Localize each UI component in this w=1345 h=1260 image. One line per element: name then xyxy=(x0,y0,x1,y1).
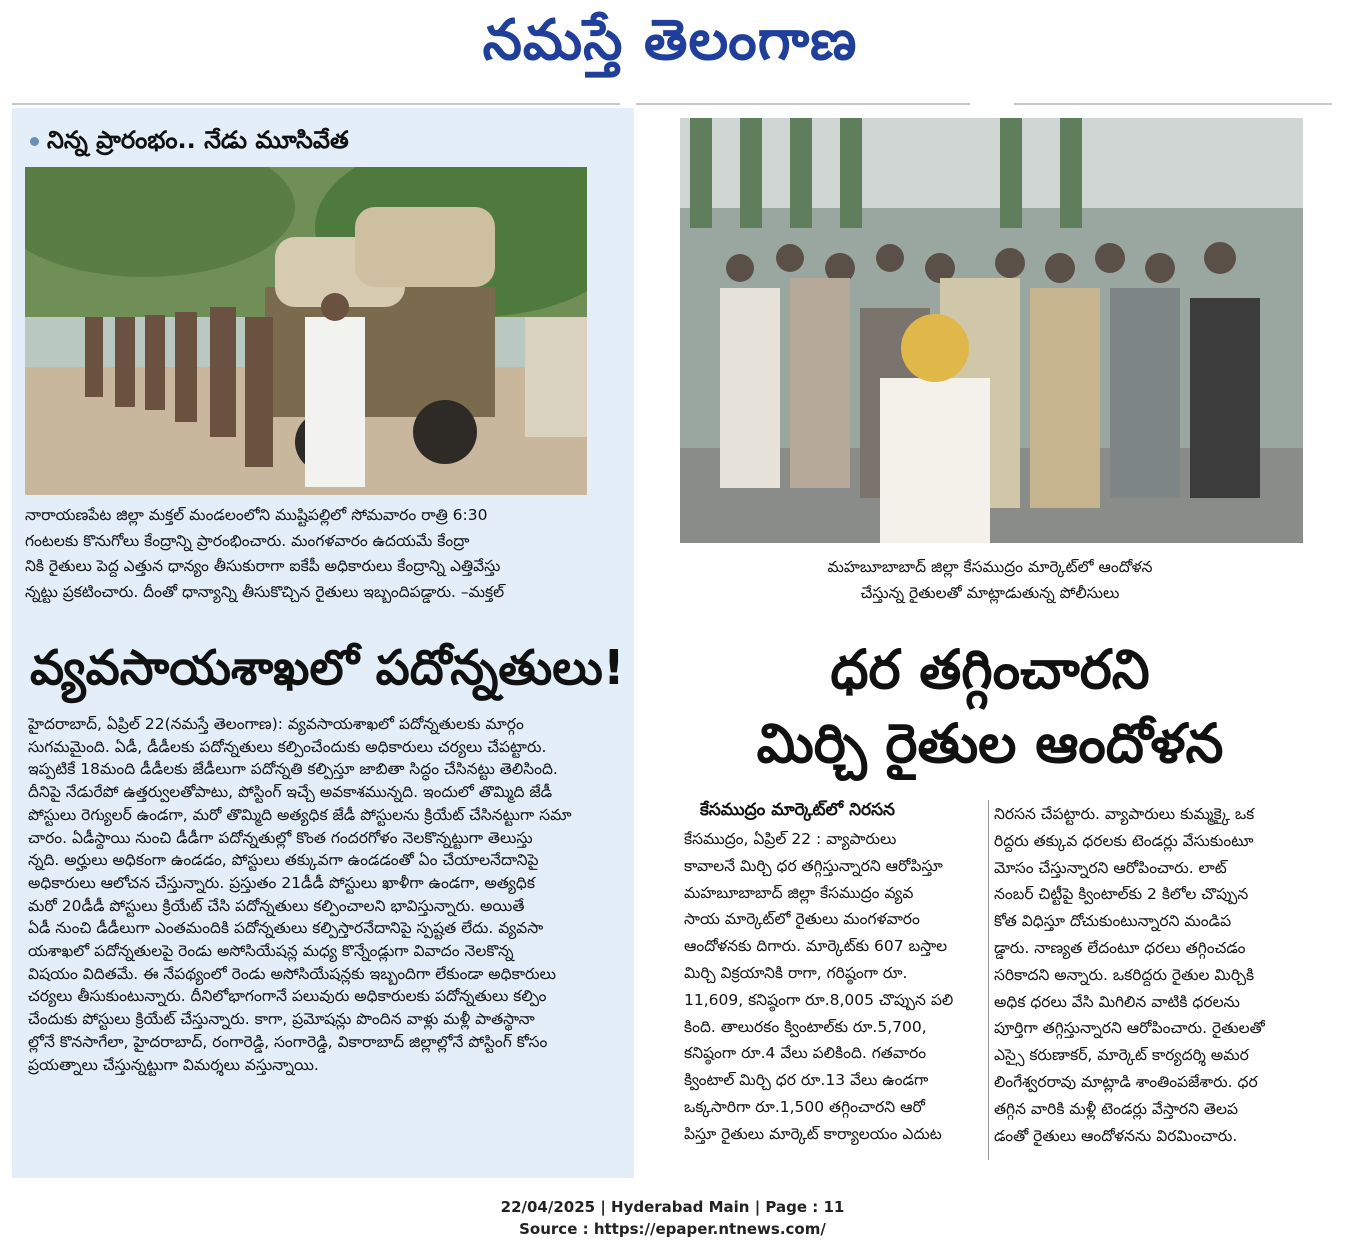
body-line: ఏడీ నుంచి డీడీలుగా ఎంతమందికి పదోన్నతులు కల్పిస్తారనేదానిపై స్పష్టత లేదు. వ్యవసా xyxy=(28,919,544,938)
caption-line: చేస్తున్న రైతులతో మాట్లాడుతున్న పోలీసులు xyxy=(860,584,1120,602)
body-line: ఆందోళనకు దిగారు. మార్కెట్‌కు 607 బస్తాల xyxy=(684,937,948,956)
body-line: కేసముద్రం, ఏప్రిల్ 22 : వ్యాపారులు xyxy=(684,830,897,848)
body-line: డ్డారు. నాణ్యత లేదంటూ ధరలు తగ్గించడం xyxy=(994,938,1246,957)
kicker-text: నిన్న ప్రారంభం.. నేడు మూసివేత xyxy=(47,126,349,154)
photo-caption-left xyxy=(25,503,615,605)
body-line: చేందుకు పోస్టులు క్రియేట్ చేస్తున్నారు. కాగా, ప్రమోషన్లు పొందిన వాళ్లు మళ్లీ పాతస్థానా xyxy=(28,1010,535,1029)
crowd-police-market-photo xyxy=(680,118,1303,543)
body-line: హైదరాబాద్, ఏప్రిల్ 22(నమస్తే తెలంగాణ): వ్యవసాయశాఖలో పదోన్నతులకు మార్గం xyxy=(28,715,524,733)
masthead-rule-mid xyxy=(636,103,970,105)
body-line: కోత విధిస్తూ దోచుకుంటున్నారని మండిప xyxy=(994,912,1232,931)
body-line: పిస్తూ రైతులు మార్కెట్ కార్యాలయం ఎదుట xyxy=(684,1124,942,1143)
bullet-icon xyxy=(30,137,39,146)
farmers-tractor-photo xyxy=(25,167,587,495)
body-line: ఇప్పటికే 18మంది డీడీలకు జేడీలుగా పదోన్నతి కల్పిస్తూ జాబితా సిద్ధం చేసినట్టు తెలిసింది. xyxy=(28,760,558,779)
photo-caption-right xyxy=(760,554,1220,606)
body-line: సుగమమైంది. ఏడీ, డీడీలకు పదోన్నతులు కల్పించేందుకు అధికారులు చర్యలు చేపట్టారు. xyxy=(28,737,547,756)
body-line: మరో 20డీడీ పోస్టులు క్రియేట్ చేసి పదోన్నతులు కల్పించాలని భావిస్తున్నారు. అయితే xyxy=(28,896,525,915)
chilli-story-column-1 xyxy=(684,826,980,1148)
newspaper-title: నమస్తే తెలంగాణ xyxy=(482,8,858,73)
body-line: యశాఖలో పదోన్నతులపై రెండు అసోసియేషన్ల మధ్య కొన్నేండ్లుగా వివాదం నెలకొన్న xyxy=(28,942,514,961)
caption-line: నారాయణపేట జిల్లా మక్తల్ మండలంలోని ముష్టిపల్లిలో సోమవారం రాత్రి 6:30 xyxy=(25,506,488,524)
caption-line: నికి రైతులు పెద్ద ఎత్తున ధాన్యం తీసుకురాగా ఐకేపీ అధికారులు కేంద్రాన్ని ఎత్తివేస్తు xyxy=(25,557,501,575)
masthead xyxy=(0,0,1345,100)
masthead-rule-left xyxy=(12,103,620,105)
column-divider xyxy=(988,800,989,1160)
promotion-story-body xyxy=(28,713,618,1076)
body-line: రిద్దరు తక్కువ ధరలకు టెండర్లు వేసుకుంటూ xyxy=(994,831,1254,850)
body-line: డంతో రైతులు ఆందోళనను విరమించారు. xyxy=(994,1126,1238,1145)
body-line: తగ్గిన వారికి మళ్లీ టెండర్లు వేస్తారని తెలప xyxy=(994,1099,1238,1118)
caption-line: గంటలకు కొనుగోలు కేంద్రాన్ని ప్రారంభించారు. మంగళవారం ఉదయమే కేంద్రా xyxy=(25,531,470,550)
body-line: కింది. తాలురకం క్వింటాల్‌కు రూ.5,700, xyxy=(684,1017,927,1036)
body-line: ఎస్సై కరుణాకర్, మార్కెట్ కార్యదర్శి అమర xyxy=(994,1046,1249,1065)
body-line: దీనిపై నేడురేపో ఉత్తర్వులతోపాటు, పోస్టింగ్ ఇచ్చే అవకాశమున్నది. ఇందులో తొమ్మిది జేడీ xyxy=(28,783,553,802)
caption-line: మహబూబాబాద్ జిల్లా కేసముద్రం మార్కెట్‌లో ఆందోళన xyxy=(827,558,1153,576)
body-line: మహబూబాబాద్ జిల్లా కేసముద్రం వ్యవ xyxy=(684,883,914,902)
body-line: మిర్చి విక్రయానికి రాగా, గరిష్ఠంగా రూ. xyxy=(684,963,908,982)
body-line: విషయం విదితమే. ఈ నేపథ్యంలో రెండు అసోసియేషన్లకు ఇబ్బందిగా లేకుండా అధికారులు xyxy=(28,964,556,983)
headline-promotions: వ్యవసాయశాఖలో పదోన్నతులు! xyxy=(30,640,625,696)
caption-line: న్నట్టు ప్రకటించారు. దీంతో ధాన్యాన్ని తీసుకొచ్చిన రైతులు ఇబ్బందిపడ్డారు. –మక్తల్ xyxy=(25,582,505,601)
page-footer xyxy=(0,1196,1345,1240)
body-line: ల్లోనే కొనసాగేలా, హైదరాబాద్, రంగారెడ్డి, సంగారెడ్డి, వికారాబాద్ జిల్లాల్లోనే పోస్టింగ్ కోసం xyxy=(28,1032,548,1051)
subheadline: కేసముద్రం మార్కెట్‌లో నిరసన xyxy=(700,800,895,820)
footer-source-link[interactable]: Source : https://epaper.ntnews.com/ xyxy=(519,1220,826,1238)
body-line: చర్యలు తీసుకుంటున్నారు. దీనిలోభాగంగానే పలువురు అధికారులకు పదోన్నతులు కల్పిం xyxy=(28,987,547,1006)
body-line: నిరసన చేపట్టారు. వ్యాపారులు కుమ్మక్కై ఒక xyxy=(994,805,1255,823)
story-kicker xyxy=(30,126,349,160)
masthead-rule-right xyxy=(1014,103,1332,105)
body-line: పూర్తిగా తగ్గిస్తున్నారని ఆరోపించారు. రైతులతో xyxy=(994,1019,1265,1038)
body-line: కావాలనే మిర్చి ధర తగ్గిస్తున్నారని ఆరోపిస్తూ xyxy=(684,856,943,875)
body-line: క్వింటాల్ మిర్చి ధర రూ.13 వేలు ఉండగా xyxy=(684,1071,929,1090)
body-line: అధిక ధరలు వేసి మిగిలిన వాటికి ధరలను xyxy=(994,992,1240,1011)
footer-date-edition: 22/04/2025 | Hyderabad Main | Page : 11 xyxy=(500,1198,845,1216)
headline-chilli-line1: ధర తగ్గించారని xyxy=(830,638,1150,701)
chilli-story-column-2 xyxy=(994,801,1290,1149)
body-line: న్నది. అర్హులు అధికంగా ఉండడం, పోస్టులు తక్కువగా ఉండడంతో ఏం చేయాలనేదానిపై xyxy=(28,851,539,870)
headline-chilli-line2: మిర్చి రైతుల ఆందోళన xyxy=(756,712,1224,775)
body-line: మోసం చేస్తున్నారని ఆరోపించారు. లాట్ xyxy=(994,858,1227,877)
body-line: లింగేశ్వరరావు మాట్లాడి శాంతింపజేశారు. ధర xyxy=(994,1072,1258,1091)
body-line: అధికారులు ఆలోచన చేస్తున్నారు. ప్రస్తుతం 21డీడీ పోస్టులు ఖాళీగా ఉండగా, అత్యధిక xyxy=(28,873,535,892)
body-line: నంబర్ చిట్టీపై క్వింటాల్‌కు 2 కిలోల చొప్పున xyxy=(994,885,1249,904)
body-line: ఒక్కసారిగా రూ.1,500 తగ్గించారని ఆరో xyxy=(684,1097,925,1116)
body-line: చారం. ఏడీస్థాయి నుంచి డీడీగా పదోన్నతుల్లో కొంత గందరగోళం నెలకొన్నట్టుగా తెలుస్తు xyxy=(28,828,533,847)
body-line: కనిష్ఠంగా రూ.4 వేలు పలికింది. గతవారం xyxy=(684,1044,927,1063)
body-line: సరికాదని అన్నారు. ఒకరిద్దరు రైతుల మిర్చికి xyxy=(994,965,1255,984)
body-line: ప్రయత్నాలు చేస్తున్నట్టుగా విమర్శలు వస్తున్నాయి. xyxy=(28,1055,319,1074)
body-line: 11,609, కనిష్ఠంగా రూ.8,005 చొప్పున పలి xyxy=(684,990,954,1009)
body-line: సాయ మార్కెట్‌లో రైతులు మంగళవారం xyxy=(684,910,920,929)
body-line: పోస్టులు రెగ్యులర్ ఉండగా, మరో తొమ్మిది అత్యధిక జేడీ పోస్టులను క్రియేట్ చేసినట్టుగా సమా xyxy=(28,805,572,824)
